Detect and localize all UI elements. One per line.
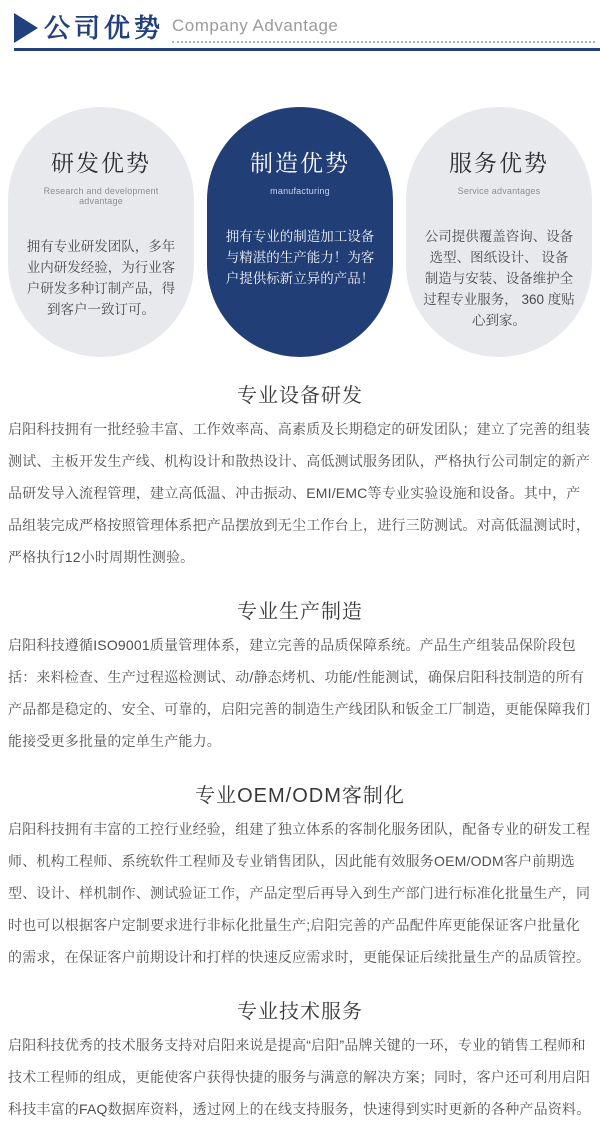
- advantage-cards-row: [0, 107, 600, 357]
- section-paragraph: 启阳科技拥有一批经验丰富、工作效率高、高素质及长期稳定的研发团队；建立了完善的组装测试、主板开发生产线、机构设计和散热设计、高低测试服务团队，严格执行公司制定的新产品研发导入流程管理，建立高低温、冲击振动、EMI/EMC等专业实验设施和设备。其中，产品组装完成严格按照管理体系把产品摆放到无尘工作台上，进行三防测试。对高低温测试时，严格执行12小时周期性测验。: [8, 421, 591, 565]
- section-heading: 专业生产制造: [237, 601, 363, 623]
- page-title: 公司优势: [44, 13, 165, 43]
- section-heading: 专业技术服务: [237, 1001, 363, 1023]
- section-paragraph: 启阳科技优秀的技术服务支持对启阳来说是提高“启阳”品牌关键的一环，专业的销售工程师和技术工程师的组成，更能使客户获得快捷的服务与满意的解决方案；同时，客户还可利用启阳科技丰富的FAQ数据库资料，透过网上的在线支持服务，快速得到实时更新的各种产品资料。: [8, 1037, 591, 1117]
- card-body: 拥有专业的制造加工设备与精湛的生产能力！为客户提供标新立异的产品！: [225, 229, 375, 286]
- section-equipment-rd: [8, 379, 592, 573]
- detail-sections: [0, 379, 600, 1125]
- card-manufacturing-advantage[interactable]: [207, 107, 393, 357]
- section-paragraph: 启阳科技拥有丰富的工控行业经验，组建了独立体系的客制化服务团队，配备专业的研发工程师、机构工程师、系统软件工程师及专业销售团队，因此能有效服务OEM/ODM客户前期选型、设计、样机制作、测试验证工作，产品定型后再导入到生产部门进行标准化批量生产，同时也可以根据客户定制要求进行非标化批量生产;启阳完善的产品配件库更能保证客户批量化的需求，在保证客户前期设计和打样的快速反应需求时，更能保证后续批量生产的品质管控。: [8, 821, 591, 965]
- header-divider: [14, 48, 600, 51]
- section-heading: 专业设备研发: [237, 385, 363, 407]
- card-subtitle: manufacturing: [270, 186, 330, 196]
- card-subtitle: Research and development advantage: [43, 186, 159, 206]
- header-subtitle-underline: [172, 17, 595, 43]
- section-paragraph: 启阳科技遵循ISO9001质量管理体系，建立完善的品质保障系统。产品生产组装品保阶段包括：来料检查、生产过程巡检测试、动/静态烤机、功能/性能测试，确保启阳科技制造的所有产品都是稳定的、安全、可靠的，启阳完善的制造生产线团队和钣金工厂制造，更能保障我们能接受更多批量的定单生产能力。: [8, 637, 591, 749]
- section-production: [8, 595, 592, 757]
- card-body: 拥有专业研发团队，多年业内研发经验，为行业客户研发多种订制产品，得到客户一致订可。: [26, 239, 176, 317]
- section-heading: 专业OEM/ODM客制化: [195, 785, 405, 807]
- card-subtitle: Service advantages: [457, 186, 541, 196]
- page-subtitle: Company Advantage: [172, 16, 339, 35]
- card-rd-advantage[interactable]: [8, 107, 194, 357]
- card-body: 公司提供覆盖咨询、设备选型、图纸设计、 设备制造与安装、设备维护全过程专业服务， 360 度贴心到家。: [423, 229, 575, 328]
- card-service-advantage[interactable]: [406, 107, 592, 357]
- card-title: 研发优势: [51, 150, 151, 176]
- section-tech-service: [8, 995, 592, 1125]
- card-title: 制造优势: [250, 150, 350, 176]
- arrow-right-icon: [14, 13, 38, 43]
- section-header: [0, 0, 600, 51]
- section-oem-odm: [8, 779, 592, 973]
- card-title: 服务优势: [449, 150, 549, 176]
